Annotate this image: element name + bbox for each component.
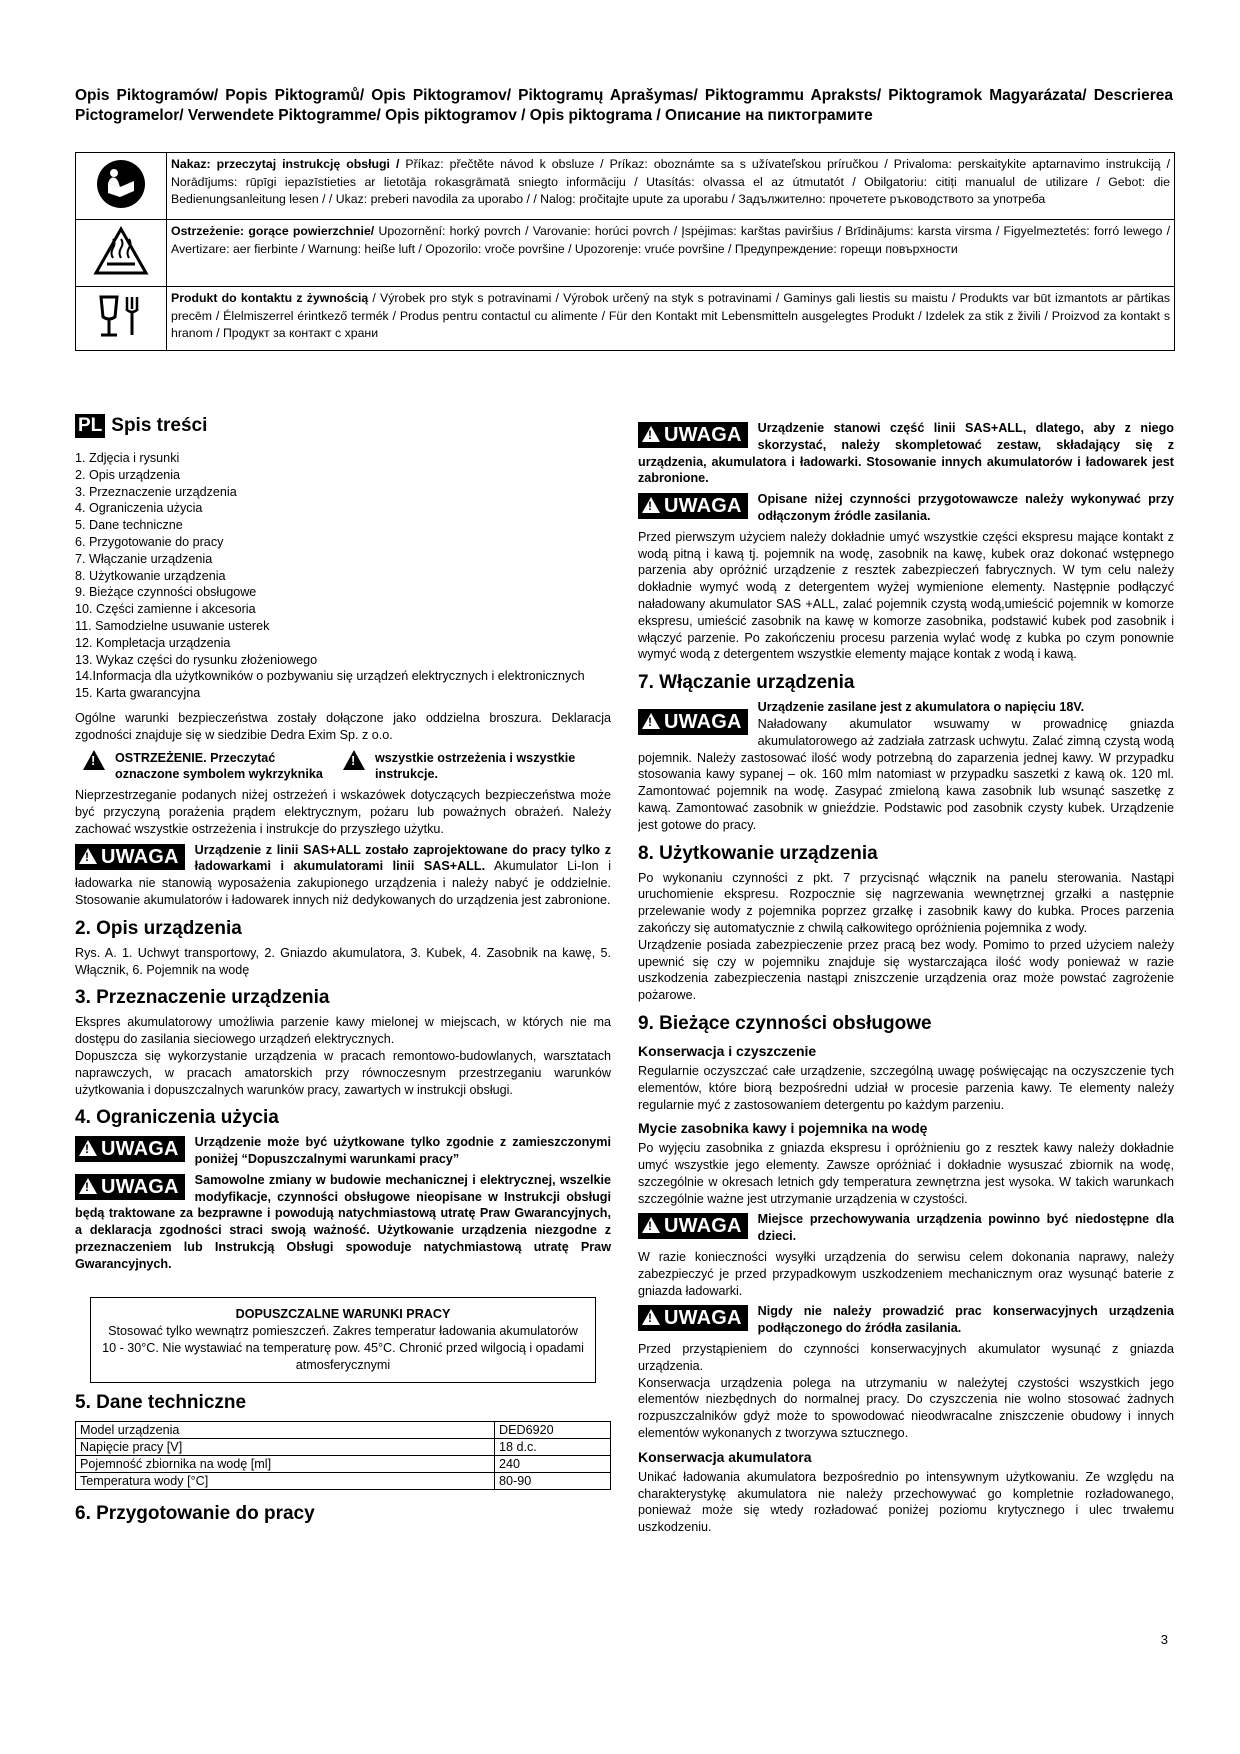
toc-item[interactable]: 8. Użytkowanie urządzenia (75, 568, 226, 583)
section-text: Ekspres akumulatorowy umożliwia parzenie kawy mielonej w miejscach, w których nie ma dostępu do zasilania sieciowego urządzeń elektrycznych. (75, 1015, 611, 1047)
pictogram-row (76, 153, 1175, 220)
uwaga-text: Urządzenie może być użytkowane tylko zgodnie z zamieszczonymi poniżej “Dopuszczalnymi warunkami pracy” (194, 1135, 611, 1167)
warning-read-all-body: Nieprzestrzeganie podanych niżej ostrzeżeń i wskazówek dotyczących bezpieczeństwa może być przyczyną porażenia prądem elektrycznym, pożaru lub poważnych obrażeń. Należy zachować wszystkie ostrzeżenia i instrukcje do przyszłego użytku. (75, 788, 611, 836)
uwaga-block (75, 842, 611, 909)
section-heading: 7. Włączanie urządzenia (638, 672, 855, 694)
pictogram-desc: / Výrobek pro styk s potravinami / Výrobok určený na styk s potravinami / Gaminys gali liestis su maistu / Produkts var būt izmantots ar pārtikas precēm / Élelmiszerrel érintkező termék / Produs pentru contactul cu alimente / Für den Kontakt mit Lebensmitteln ausgelegtes Produkt / Izdelek za stik z živili / Proizvod za kontakt s hranom / Продукт за контакт с храни (171, 291, 1170, 340)
warning-triangle-icon: ! (642, 497, 660, 513)
uwaga-label: UWAGA (664, 495, 742, 518)
warning-read-all (75, 750, 611, 784)
uwaga-label: UWAGA (664, 1307, 742, 1330)
tech-key: Model urządzenia (76, 1421, 495, 1438)
toc-heading: Spis treści (111, 414, 208, 436)
pictogram-table (75, 152, 1175, 351)
toc-item[interactable]: 12. Kompletacja urządzenia (75, 635, 231, 650)
pictogram-text (167, 153, 1175, 220)
table-row (76, 1455, 611, 1472)
pictogram-cell (76, 287, 167, 351)
uwaga-text: Urządzenie z linii SAS+ALL zostało zaprojektowane do pracy tylko z ładowarkami i akumulatorami linii SAS+ALL. (194, 842, 611, 874)
toc-item[interactable]: 13. Wykaz części do rysunku złożeniowego (75, 652, 318, 667)
hot-surface-icon (93, 226, 149, 276)
section-text: Po wykonaniu czynności z pkt. 7 przycisnąć włącznik na panelu sterowania. Nastąpi uruchomienie ekspresu. Rozpocznie się nagrzewania wewnętrznej grzałki a następnie przelewanie wody z pojemnika poprzez grzałkę i zasobnik kawy do kubka. Proces parzenia zakończy się automatycznie z chwilą całkowitego opróżnienia pojemnika z wody. (638, 870, 1174, 935)
toc-title (75, 414, 611, 438)
subsection-heading: Konserwacja akumulatora (638, 1448, 812, 1465)
section-text: Dopuszcza się wykorzystanie urządzenia w pracach remontowo-budowlanych, warsztatach naprawczych, w pracach amatorskich przy równoczesnym przestrzeganiu warunków użytkowania i dopuszczalnych warunków pracy, zawartych w instrukcji obsługi. (75, 1048, 611, 1097)
section-heading: 6. Przygotowanie do pracy (75, 1502, 315, 1524)
section-text: W razie konieczności wysyłki urządzenia do serwisu celem dokonania naprawy, należy zabezpieczyć je przed przypadkowym uszkodzeniem mechanicznym oraz wysunąć baterie z gniazda ładowarki. (638, 1250, 1174, 1298)
section-text: Przed przystąpieniem do czynności konserwacyjnych akumulator wysunąć z gniazda urządzenia. (638, 1342, 1174, 1373)
page-number: 3 (1160, 1632, 1168, 1647)
uwaga-block (638, 1303, 1174, 1337)
section-heading: 3. Przeznaczenie urządzenia (75, 987, 330, 1009)
exclamation-triangle-icon: ! (343, 750, 365, 770)
uwaga-badge (638, 1305, 748, 1331)
toc-item[interactable]: 14.Informacja dla użytkowników o pozbywaniu się urządzeń elektrycznych i elektronicznych (75, 669, 585, 684)
tech-key: Pojemność zbiornika na wodę [ml] (76, 1455, 495, 1472)
uwaga-block (75, 1134, 611, 1168)
uwaga-block (75, 1172, 611, 1273)
section-text: Naładowany akumulator wsuwamy w prowadnicę gniazda akumulatorowego aż zadziała zatrzask uchwytu. Zalać zimną czystą wodą pojemnik. Należy zastosować ilość wody potrzebną do zaparzenia jednej kawy. W przypadku stosowania kawy sypanej – ok. 160 mlm natomiast w przypadku saszetki z kawą ok. 120 ml. Zamontować pojemnik na wodę. Zasypać zmieloną kawa zasobnik lub wsunąć saszetkę z kawą. Zamontować zasobnik w gnieździe. Podstawic pod zasobnik czysty kubek. Urządzenie jest gotowe do pracy. (638, 716, 1174, 832)
uwaga-label: UWAGA (664, 1215, 742, 1238)
uwaga-badge (638, 493, 748, 519)
tech-value: DED6920 (495, 1421, 611, 1438)
toc-item[interactable]: 11. Samodzielne usuwanie usterek (75, 618, 270, 633)
general-safety-text: Ogólne warunki bezpieczeństwa zostały dołączone jako oddzielna broszura. Deklaracja zgodności znajduje się w siedzibie Dedra Exim Sp. z o.o. (75, 710, 611, 742)
section-text: Urządzenie posiada zabezpieczenie przez pracą bez wody. Pomimo to przed użyciem należy upewnić się czy w pojemniku znajduje się wystarczająca ilość wody ponieważ w razie uszkodzenia zabezpieczenia nastąpi zniszczenie urządzenia oraz może powstać zagrożenie pożarowe. (638, 937, 1174, 1003)
tech-key: Temperatura wody [°C] (76, 1472, 495, 1489)
table-row (76, 1472, 611, 1489)
uwaga-badge (75, 1136, 185, 1162)
warning-triangle-icon: ! (642, 713, 660, 729)
uwaga-label: UWAGA (664, 711, 742, 734)
uwaga-block (638, 420, 1174, 487)
warning-triangle-icon: ! (642, 426, 660, 442)
section-heading: 5. Dane techniczne (75, 1391, 247, 1413)
toc-item[interactable]: 6. Przygotowanie do pracy (75, 534, 224, 549)
food-contact-icon (95, 291, 147, 341)
tech-value: 80-90 (495, 1472, 611, 1489)
uwaga-badge (638, 422, 748, 448)
toc-item[interactable]: 3. Przeznaczenie urządzenia (75, 484, 237, 499)
tech-value: 18 d.c. (495, 1438, 611, 1455)
uwaga-label: UWAGA (664, 424, 742, 446)
warning-triangle-icon: ! (642, 1309, 660, 1325)
toc-item[interactable]: 9. Bieżące czynności obsługowe (75, 585, 257, 600)
section-heading: 4. Ograniczenia użycia (75, 1107, 279, 1129)
toc-item[interactable]: 7. Włączanie urządzenia (75, 551, 213, 566)
uwaga-badge (75, 1174, 185, 1200)
section-heading: 2. Opis urządzenia (75, 917, 242, 939)
section-heading: 8. Użytkowanie urządzenia (638, 842, 878, 864)
language-badge: PL (75, 414, 105, 438)
uwaga-block (638, 491, 1174, 525)
pictogram-lead: Produkt do kontaktu z żywnością (171, 291, 369, 305)
right-column (638, 416, 1174, 1536)
section-heading: 9. Bieżące czynności obsługowe (638, 1012, 932, 1034)
pictogram-lead: Ostrzeżenie: gorące powierzchnie/ (171, 224, 375, 238)
uwaga-label: UWAGA (101, 1138, 179, 1161)
uwaga-text: Opisane niżej czynności przygotowawcze należy wykonywać przy odłączonym źródle zasilania. (757, 492, 1174, 523)
subsection-heading: Mycie zasobnika kawy i pojemnika na wodę (638, 1120, 928, 1137)
pictogram-desc: Příkaz: přečtěte návod k obsluze / Príkaz: oboznámte sa s užívateľskou príručkou / Privaloma: perskaitykite aptarnavimo instrukciją / Norādījums: rūpīgi iepazīstieties ar lietotāja rokasgrāmatā sniegto informāciju / Utasítás: olvassa el az útmutatót / Obilgatoriu: citiți manualul de utilizare / Gebot: die Bedienungsanleitung lesen / / Ukaz: preberi navodila za uporabo / / Nalog: pročitajte upute za uporabu / Задължително: прочетете ръководството за употреба (171, 157, 1170, 206)
toc-item[interactable]: 4. Ograniczenia użycia (75, 501, 203, 516)
tech-key: Napięcie pracy [V] (76, 1438, 495, 1455)
tech-value: 240 (495, 1455, 611, 1472)
uwaga-block (638, 699, 1174, 833)
section-text: Konserwacja urządzenia polega na utrzymaniu w należytej czystości wszystkich jego elementów niezbędnych do normalnej pracy. Do czyszczenia nie wolno stosować żadnych rozpuszczalników gdyż może to spowodować nieodwracalne zniszczenie obudowy i innych elementów wykonanych z tworzywa sztucznego. (638, 1375, 1174, 1441)
pictogram-heading: Opis Piktogramów/ Popis Piktogramů/ Opis Piktogramov/ Piktogramų Aprašymas/ Piktogrammu Apraksts/ Piktogramok Magyarázata/ Descrierea Pictogramelor/ Verwendete Piktogramme/ Opis piktogramov / Opis piktograma / Описание на пиктограмите (75, 87, 1173, 124)
toc-list (75, 450, 611, 702)
toc-item[interactable]: 5. Dane techniczne (75, 518, 183, 533)
section-text: Regularnie oczyszczać całe urządzenie, szczególną uwagę poświęcając na oczyszczenie tych elementów, które biorą bezpośredni udział w procesie parzenia kawy. Te elementy należy regularnie myć z zastosowaniem detergentu po każdym parzeniu. (638, 1063, 1174, 1112)
warning-read-all-b: wszystkie ostrzeżenia i wszystkie instrukcje. (375, 750, 576, 782)
uwaga-text: Urządzenie stanowi część linii SAS+ALL, dlatego, aby z niego skorzystać, należy skompletować zestaw, składający się z urządzenia, akumulatora i ładowarki. Stosowanie innych akumulatorów i ładowarek jest zabronione. (638, 421, 1174, 486)
section-text: Przed pierwszym użyciem należy dokładnie umyć wszystkie części ekspresu mające kontakt z wodą pitną i kawą tj. pojemnik na wodę, zasobnik na kawę, kubek oraz dokonać wstępnego parzenia aby opróżnić urządzenie z resztek zabezpieczeń fabrycznych. W tym celu należy dokładnie wymyć wodą z detergentem wyżej wymienione elementy. Następnie podłączyć naładowany akumulator SAS +ALL, zalać pojemnik czystą wodą,umieścić pojemnik w komorze ekspresu, umieścić zasobnik na kawę w komorze zasobnika, podstawić kubek pod zasobnik i włączyć parzenie. Po zakończeniu procesu parzenia wylać wodę z kubka po czym ponownie wymyć wodą z detergentem wszystkie elementy mające kontak z wodą i kawą. (638, 529, 1174, 662)
uwaga-text: Nigdy nie należy prowadzić prac konserwacyjnych urządzenia podłączonego do źródła zasilania. (757, 1304, 1174, 1336)
toc-item[interactable]: 1. Zdjęcia i rysunki (75, 451, 180, 465)
uwaga-badge (75, 844, 185, 870)
uwaga-label: UWAGA (101, 1175, 179, 1198)
pictogram-cell (76, 220, 167, 287)
warning-triangle-icon: ! (79, 1178, 97, 1194)
toc-item[interactable]: 2. Opis urządzenia (75, 467, 181, 482)
pictogram-text (167, 287, 1175, 351)
toc-item[interactable]: 10. Części zamienne i akcesoria (75, 602, 256, 617)
uwaga-text-rest: Akumulator Li-Ion i ładowarka nie stanowią wyposażenia zakupionego urządzenia i należy nabyć je oddzielnie. Stosowanie akumulatorów i ładowarek innych niż dedykowanych do urządzenia jest zabronione. (75, 859, 611, 907)
subsection-heading: Konserwacja i czyszczenie (638, 1042, 817, 1059)
exclamation-triangle-icon: ! (83, 750, 105, 770)
pictogram-text (167, 220, 1175, 287)
tech-data-table (75, 1421, 611, 1490)
read-manual-icon (96, 159, 146, 209)
warning-read-all-a: OSTRZEŻENIE. Przeczytać oznaczone symbolem wykrzyknika (115, 750, 323, 782)
uwaga-text: Urządzenie zasilane jest z akumulatora o napięciu 18V. (757, 700, 1085, 715)
uwaga-block (638, 1211, 1174, 1245)
operating-conditions-box (90, 1297, 596, 1383)
uwaga-label: UWAGA (101, 845, 179, 868)
operating-conditions-title: DOPUSZCZALNE WARUNKI PRACY (235, 1306, 451, 1321)
uwaga-text: Miejsce przechowywania urządzenia powinno być niedostępne dla dzieci. (757, 1212, 1174, 1244)
uwaga-badge (638, 709, 748, 735)
uwaga-badge (638, 1213, 748, 1239)
pictogram-row (76, 287, 1175, 351)
operating-conditions-text: Stosować tylko wewnątrz pomieszczeń. Zakres temperatur ładowania akumulatorów 10 - 30°C. Nie wystawiać na temperaturę pow. 45°C. Chronić przed wilgocią i opadami atmosferycznymi (102, 1323, 584, 1372)
warning-triangle-icon: ! (642, 1217, 660, 1233)
pictogram-cell (76, 153, 167, 220)
section-text: Rys. A. 1. Uchwyt transportowy, 2. Gniazdo akumulatora, 3. Kubek, 4. Zasobnik na kawę, 5. Włącznik, 6. Pojemnik na wodę (75, 945, 611, 977)
warning-triangle-icon: ! (79, 848, 97, 864)
table-row (76, 1438, 611, 1455)
uwaga-text: Samowolne zmiany w budowie mechanicznej i elektrycznej, wszelkie modyfikacje, czynności obsługowe nieopisane w Instrukcji obsługi będą traktowane za bezprawne i powodują natychmiastową utratę Praw Gwarancyjnych, a deklaracja zgodności straci swoją ważność. Użytkowanie urządzenia niezgodne z przeznaczeniem lub Instrukcją Obsługi spowoduje natychmiastową utratę Praw Gwarancyjnych. (75, 1172, 611, 1271)
table-row (76, 1421, 611, 1438)
section-text: Unikać ładowania akumulatora bezpośrednio po intensywnym użytkowaniu. Ze względu na charakterystykę akumulatora nie należy przechowywać go kompletnie rozładowanego, ponieważ może się wtedy rozładować poniżej poziomu krytycznego i ulec trwałemu uszkodzeniu. (638, 1469, 1174, 1535)
pictogram-desc: Upozornění: horký povrch / Varovanie: horúci povrch / Įspėjimas: karštas paviršius / Brīdinājums: karsta virsma / Figyelmeztetés: forró lewego / Avertizare: aer fierbinte / Warnung: heiße luft / Opozorilo: vroče površine / Upozorenje: vruće površine / Предупреждение: горещи повърхности (171, 224, 1171, 256)
pictogram-row (76, 220, 1175, 287)
left-column (75, 414, 611, 1530)
toc-item[interactable]: 15. Karta gwarancyjna (75, 686, 201, 701)
section-text: Po wyjęciu zasobnika z gniazda ekspresu i opróżnieniu go z resztek kawy należy dokładnie umyć wszystkie jego elementy. Zawsze opróżniać i dokładnie wysuszać zbiornik na wodę, szczególnie w okresach letnich gdy temperatura zewnętrzna jest wysoka. W takich warunkach szczególnie ważne jest utrzymanie urządzenia w czystości. (638, 1141, 1174, 1206)
warning-triangle-icon: ! (79, 1140, 97, 1156)
pictogram-lead: Nakaz: przeczytaj instrukcję obsługi / (171, 157, 400, 171)
